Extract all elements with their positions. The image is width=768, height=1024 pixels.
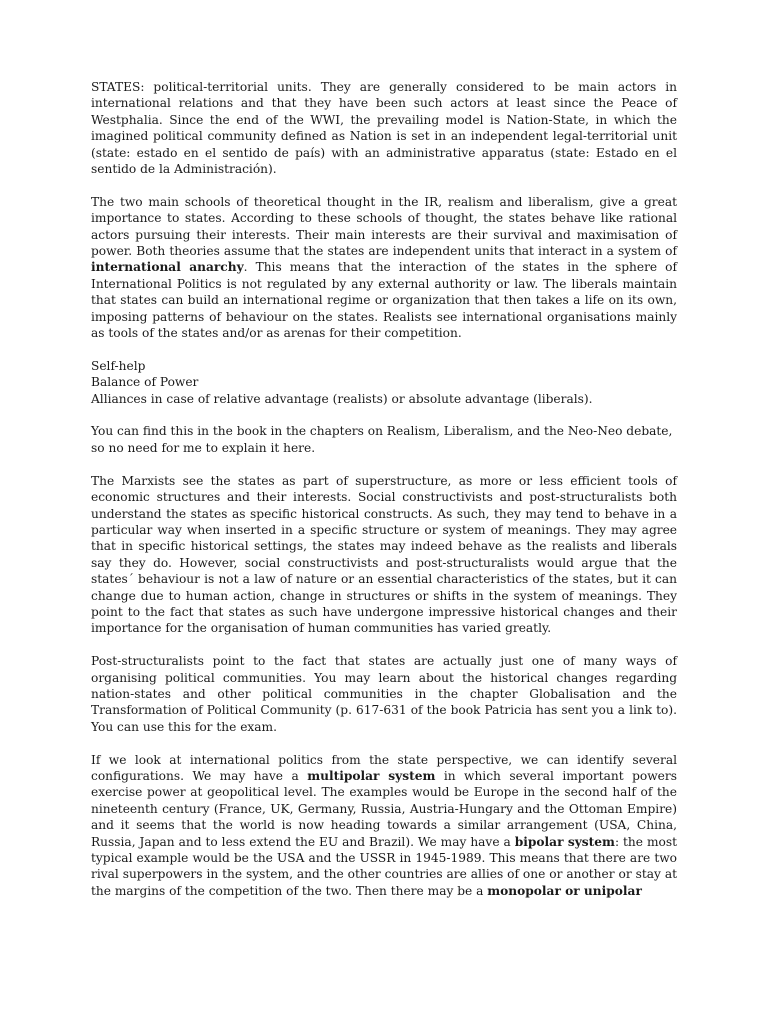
bold-term-international-anarchy: international anarchy xyxy=(91,260,244,275)
paragraph-post-structuralists xyxy=(91,653,677,735)
paragraph-text: Post-structuralists point to the fact that states are actually just one of many ways of organising political communities. You may learn about the historical changes regarding nation-states and other political communities in the chapter Globalisation and the Transformation of Political Community (p. 617-631 of the book Patricia has sent you a link to). You can use this for the exam. xyxy=(91,654,677,734)
paragraph-marxists-constructivists xyxy=(91,473,677,637)
concept-list xyxy=(91,358,677,407)
list-item: Alliances in case of relative advantage (realists) or absolute advantage (liberals). xyxy=(91,391,593,406)
paragraph-realism-liberalism xyxy=(91,194,677,342)
bold-term-bipolar-system: bipolar system xyxy=(514,834,615,849)
paragraph-text-before: The two main schools of theoretical thought in the IR, realism and liberalism, give a great importance to states. According to these schools of thought, the states behave like rational actors pursuing their interests. Their main interests are their survival and maximisation of power. Both theories assume that the states are independent units that interact in a system of xyxy=(91,194,677,259)
list-item: Self-help xyxy=(91,358,146,373)
paragraph-text: STATES: political-territorial units. They are generally considered to be main actors in international relations and that they have been such actors at least since the Peace of Westphalia. Since the end of the WWI, the prevailing model is Nation-State, in which the imagined political community defined as Nation is set in an independent legal-territorial unit (state: estado en el sentido de país) with an administrative apparatus (state: Estado en el sentido de la Administración). xyxy=(91,80,677,177)
paragraph-book-reference xyxy=(91,423,677,456)
paragraph-text-part1: If we look at international politics from the state perspective, we can identify several configurations. We may have a xyxy=(91,752,677,783)
paragraph-text: You can find this in the book in the chapters on Realism, Liberalism, and the Neo-Neo debate, so no need for me to explain it here. xyxy=(91,424,673,455)
paragraph-text-part2: in which several important powers exercise power at geopolitical level. The examples would be Europe in the second half of the nineteenth century (France, UK, Germany, Russia, Austria-Hungary and the Ottoman Empire) and it seems that the world is now heading towards a similar arrangement (USA, China, Russia, Japan and to less extend the EU and Brazil). We may have a xyxy=(91,768,677,849)
paragraph-text: The Marxists see the states as part of superstructure, as more or less efficient tools of economic structures and their interests. Social constructivists and post-structuralists both understand the states as specific historical constructs. As such, they may tend to behave in a particular way when inserted in a specific structure or system of meanings. They may agree that in specific historical settings, the states may indeed behave as the realists and liberals say they do. However, social constructivists and post-structuralists would argue that the states´ behaviour is not a law of nature or an essential characteristics of the states, but it can change due to human action, change in structures or shifts in the system of meanings. They point to the fact that states as such have undergone impressive historical changes and their importance for the organisation of human communities has varied greatly. xyxy=(91,473,677,636)
document-page xyxy=(91,79,677,916)
paragraph-state-configurations xyxy=(91,752,677,900)
paragraph-text-part3: : the most typical example would be the USA and the USSR in 1945-1989. This means that there are two rival superpowers in the system, and the other countries are allies of one or another or stay at the margins of the competition of the two. Then there may be a xyxy=(91,834,677,898)
bold-term-monopolar-unipolar: monopolar or unipolar xyxy=(487,883,642,898)
list-item: Balance of Power xyxy=(91,375,199,390)
bold-term-multipolar-system: multipolar system xyxy=(307,768,436,783)
paragraph-text-after: . This means that the interaction of the states in the sphere of International Politics is not regulated by any external authority or law. The liberals maintain that states can build an international regime or organization that then takes a life on its own, imposing patterns of behaviour on the states. Realists see international organisations mainly as tools of the states and/or as arenas for their competition. xyxy=(91,260,678,341)
paragraph-states-definition xyxy=(91,79,677,177)
